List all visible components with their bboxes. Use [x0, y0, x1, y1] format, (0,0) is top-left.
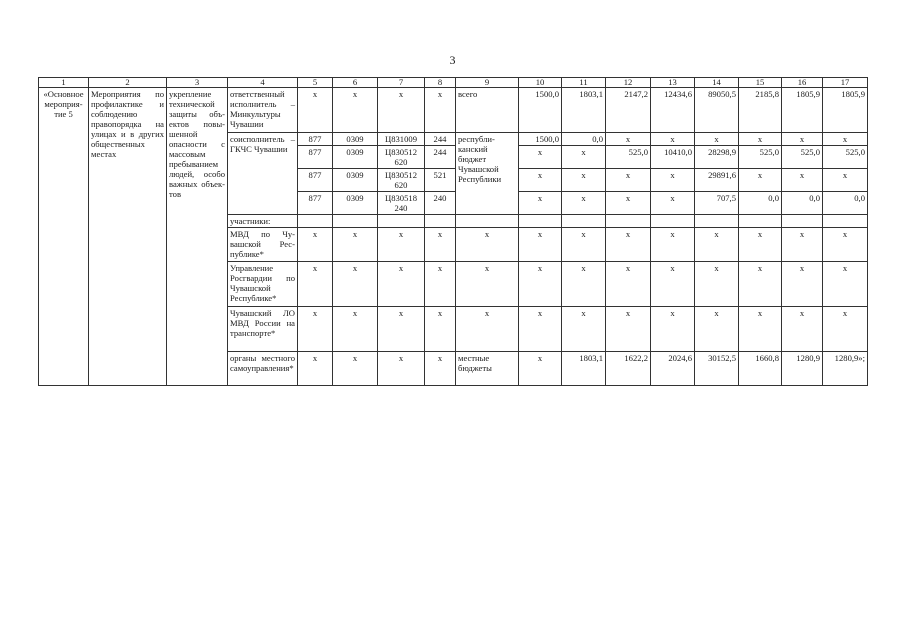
- value-cell: х: [562, 146, 606, 169]
- value-cell: х: [695, 307, 739, 352]
- value-cell: х: [519, 352, 562, 386]
- value-cell: 0309: [333, 133, 378, 146]
- value-cell: 877: [298, 146, 333, 169]
- value-cell: 525,0: [739, 146, 782, 169]
- header-cell: 12: [606, 78, 651, 88]
- value-cell: 89050,5: [695, 88, 739, 133]
- value-cell: х: [782, 133, 823, 146]
- value-cell: х: [606, 262, 651, 307]
- value-cell: Ц830512 620: [378, 146, 425, 169]
- value-cell: х: [562, 262, 606, 307]
- value-cell: 1803,1: [562, 88, 606, 133]
- value-cell: х: [298, 352, 333, 386]
- value-cell: х: [298, 88, 333, 133]
- value-cell: 0309: [333, 146, 378, 169]
- value-cell: 525,0: [782, 146, 823, 169]
- value-cell: 1280,9: [782, 352, 823, 386]
- value-cell: х: [823, 307, 868, 352]
- value-cell: х: [823, 133, 868, 146]
- value-cell: х: [425, 88, 456, 133]
- header-cell: 8: [425, 78, 456, 88]
- value-cell: 0,0: [782, 192, 823, 215]
- value-cell: х: [782, 307, 823, 352]
- value-cell: 0,0: [562, 133, 606, 146]
- header-cell: 9: [456, 78, 519, 88]
- value-cell: 30152,5: [695, 352, 739, 386]
- value-cell: х: [651, 133, 695, 146]
- value-cell: х: [298, 262, 333, 307]
- value-cell: 1660,8: [739, 352, 782, 386]
- value-cell: 525,0: [606, 146, 651, 169]
- value-cell: х: [562, 228, 606, 262]
- value-cell: х: [378, 352, 425, 386]
- value-cell: 244: [425, 146, 456, 169]
- header-cell: 3: [167, 78, 228, 88]
- value-cell: Ц830518 240: [378, 192, 425, 215]
- header-cell: 5: [298, 78, 333, 88]
- value-cell: х: [378, 262, 425, 307]
- value-cell: 525,0: [823, 146, 868, 169]
- value-cell: 0,0: [739, 192, 782, 215]
- value-cell: х: [739, 307, 782, 352]
- header-cell: 15: [739, 78, 782, 88]
- value-cell: 10410,0: [651, 146, 695, 169]
- value-cell: х: [456, 262, 519, 307]
- value-cell: 707,5: [695, 192, 739, 215]
- value-cell: х: [782, 228, 823, 262]
- value-cell: 2024,6: [651, 352, 695, 386]
- value-cell: х: [739, 169, 782, 192]
- value-cell: 521: [425, 169, 456, 192]
- value-cell: х: [606, 133, 651, 146]
- value-cell: х: [298, 307, 333, 352]
- value-cell: х: [333, 352, 378, 386]
- value-cell: 877: [298, 133, 333, 146]
- value-cell: х: [651, 169, 695, 192]
- value-cell: 12434,6: [651, 88, 695, 133]
- value-cell: х: [519, 262, 562, 307]
- value-cell: х: [739, 228, 782, 262]
- value-cell: х: [425, 262, 456, 307]
- event-description-cell: Мероприятия по профилактике и соблюдению правопорядка на улицах и в других общественных местах: [89, 88, 167, 386]
- header-cell: 10: [519, 78, 562, 88]
- value-cell: х: [695, 262, 739, 307]
- executor-cell: Управление Росгвардии по Чувашской Республике*: [228, 262, 298, 307]
- value-cell: х: [425, 228, 456, 262]
- executor-cell: органы местного самоуправления*: [228, 352, 298, 386]
- table-row: [39, 88, 868, 133]
- value-cell: х: [519, 192, 562, 215]
- header-cell: 17: [823, 78, 868, 88]
- value-cell: х: [695, 228, 739, 262]
- funding-source-cell: местные бюджеты: [456, 352, 519, 386]
- value-cell: х: [606, 307, 651, 352]
- header-cell: 7: [378, 78, 425, 88]
- value-cell: х: [562, 169, 606, 192]
- header-cell: 2: [89, 78, 167, 88]
- value-cell: х: [456, 228, 519, 262]
- value-cell: х: [782, 262, 823, 307]
- value-cell: х: [298, 228, 333, 262]
- value-cell: х: [651, 228, 695, 262]
- program-table: [38, 77, 868, 386]
- value-cell: 2185,8: [739, 88, 782, 133]
- executor-cell: соисполнитель – ГКЧС Чувашии: [228, 133, 298, 215]
- value-cell: х: [651, 262, 695, 307]
- value-cell: х: [562, 192, 606, 215]
- value-cell: х: [378, 228, 425, 262]
- funding-source-cell: всего: [456, 88, 519, 133]
- funding-source-cell: республиканский бюджет Чувашской Республики: [456, 133, 519, 215]
- executor-cell: Чувашский ЛО МВД России на транспорте*: [228, 307, 298, 352]
- value-cell: х: [519, 228, 562, 262]
- value-cell: 1622,2: [606, 352, 651, 386]
- event-name-cell: «Основное мероприятие 5: [39, 88, 89, 386]
- value-cell: х: [425, 352, 456, 386]
- value-cell: х: [333, 228, 378, 262]
- value-cell: 0,0: [823, 192, 868, 215]
- value-cell: 29891,6: [695, 169, 739, 192]
- value-cell: 1500,0: [519, 88, 562, 133]
- value-cell: х: [606, 192, 651, 215]
- value-cell: х: [695, 133, 739, 146]
- value-cell: х: [823, 169, 868, 192]
- value-cell: 244: [425, 133, 456, 146]
- participants-label: участники:: [228, 215, 298, 228]
- value-cell: х: [333, 262, 378, 307]
- value-cell: х: [519, 169, 562, 192]
- value-cell: х: [739, 262, 782, 307]
- header-cell: 13: [651, 78, 695, 88]
- header-cell: 14: [695, 78, 739, 88]
- header-cell: 4: [228, 78, 298, 88]
- value-cell: х: [739, 133, 782, 146]
- value-cell: 1280,9»;: [823, 352, 868, 386]
- value-cell: х: [651, 192, 695, 215]
- value-cell: х: [823, 262, 868, 307]
- task-description-cell: укрепление технической защиты объектов повышенной опасности с массовым пребыванием людей, особо важных объектов: [167, 88, 228, 386]
- value-cell: 877: [298, 169, 333, 192]
- header-cell: 16: [782, 78, 823, 88]
- value-cell: 240: [425, 192, 456, 215]
- header-row: [39, 78, 868, 88]
- value-cell: 0309: [333, 169, 378, 192]
- value-cell: х: [425, 307, 456, 352]
- value-cell: 28298,9: [695, 146, 739, 169]
- value-cell: 2147,2: [606, 88, 651, 133]
- value-cell: х: [378, 307, 425, 352]
- value-cell: х: [823, 228, 868, 262]
- value-cell: х: [378, 88, 425, 133]
- header-cell: 6: [333, 78, 378, 88]
- value-cell: х: [651, 307, 695, 352]
- value-cell: х: [333, 307, 378, 352]
- value-cell: Ц830512 620: [378, 169, 425, 192]
- header-cell: 1: [39, 78, 89, 88]
- value-cell: х: [456, 307, 519, 352]
- value-cell: Ц831009: [378, 133, 425, 146]
- header-cell: 11: [562, 78, 606, 88]
- value-cell: х: [519, 307, 562, 352]
- value-cell: 0309: [333, 192, 378, 215]
- value-cell: х: [606, 228, 651, 262]
- executor-cell: ответственный исполнитель – Минкультуры Чувашии: [228, 88, 298, 133]
- page-number: 3: [449, 53, 456, 67]
- value-cell: х: [606, 169, 651, 192]
- value-cell: 1805,9: [782, 88, 823, 133]
- executor-cell: МВД по Чувашской Республике*: [228, 228, 298, 262]
- value-cell: х: [519, 146, 562, 169]
- value-cell: 1803,1: [562, 352, 606, 386]
- value-cell: х: [782, 169, 823, 192]
- value-cell: 1500,0: [519, 133, 562, 146]
- value-cell: 1805,9: [823, 88, 868, 133]
- value-cell: 877: [298, 192, 333, 215]
- value-cell: х: [562, 307, 606, 352]
- value-cell: х: [333, 88, 378, 133]
